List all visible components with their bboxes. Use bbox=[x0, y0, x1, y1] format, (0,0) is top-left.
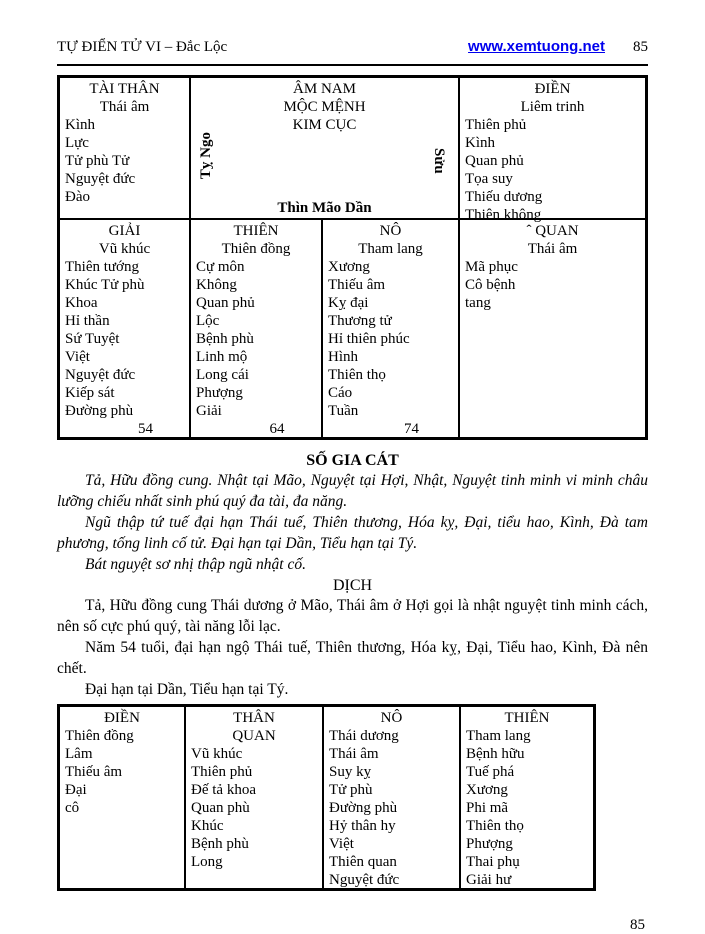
star-item: Bệnh phù bbox=[191, 836, 249, 852]
star-item: Đường phù bbox=[65, 403, 134, 419]
section-title: DỊCH bbox=[332, 577, 373, 594]
star-item: Kỵ đại bbox=[328, 295, 369, 311]
star-item: Phi mã bbox=[466, 800, 509, 816]
star-item: Tọa suy bbox=[465, 171, 513, 187]
star-item: Long cái bbox=[196, 367, 249, 383]
cell-subheader: Vũ khúc bbox=[98, 241, 151, 257]
section-dich bbox=[57, 577, 648, 700]
cell-items bbox=[65, 258, 184, 420]
age-number: 54 bbox=[138, 421, 153, 437]
star-item: Giải hư bbox=[466, 872, 512, 888]
star-item: cô bbox=[65, 800, 80, 816]
section-paragraphs bbox=[57, 595, 648, 700]
cell-headers bbox=[329, 709, 454, 727]
star-item: Lực bbox=[65, 135, 89, 151]
star-item: Kình bbox=[65, 117, 95, 133]
star-item: Thiên quan bbox=[329, 854, 397, 870]
book-title: TỰ ĐIỂN TỬ VI – Đắc Lộc bbox=[57, 39, 228, 55]
star-item: Quan phù bbox=[191, 800, 250, 816]
cell-subheader: Thái âm bbox=[99, 99, 150, 115]
star-item: Đường phù bbox=[329, 800, 398, 816]
vertical-label-right: Sửu bbox=[431, 148, 447, 174]
star-item: Tuần bbox=[328, 403, 359, 419]
star-item: Đế tả khoa bbox=[191, 782, 256, 798]
star-item: Thiên thọ bbox=[328, 367, 386, 383]
star-item: Thiên phủ bbox=[465, 117, 527, 133]
star-item: Tử phù Tử bbox=[65, 153, 130, 169]
star-item: Sứ Tuyệt bbox=[65, 331, 120, 347]
section-gia-cat bbox=[57, 452, 648, 575]
cell-items bbox=[65, 727, 179, 817]
horoscope-table-top bbox=[57, 75, 648, 440]
star-item: Nguyệt đức bbox=[329, 872, 400, 888]
star-item: Khoa bbox=[65, 295, 98, 311]
header-rule bbox=[57, 64, 648, 66]
star-item: Xương bbox=[328, 259, 370, 275]
star-item: Thai phụ bbox=[466, 854, 520, 870]
cell-items bbox=[329, 727, 454, 889]
star-item: Khúc Tử phù bbox=[65, 277, 145, 293]
paragraph: Năm 54 tuổi, đại hạn ngộ Thái tuế, Thiên thương, Hóa kỵ, Đại, Tiểu hao, Kình, Đà nên chết. bbox=[57, 639, 648, 677]
cell-tai-than bbox=[60, 78, 191, 220]
paragraph: Ngũ thập tứ tuế đại hạn Thái tuế, Thiên thương, Hóa kỵ, Đại, tiểu hao, Kình, Đà tam phương, tống linh cố tử. Đại hạn tại Dần, Tiểu hạn tại Tý. bbox=[57, 514, 648, 552]
star-item: Thiên thọ bbox=[466, 818, 524, 834]
footer-page-number: 85 bbox=[630, 917, 645, 933]
cell-no-2 bbox=[324, 707, 461, 888]
vertical-label-left: Tỵ Ngo bbox=[198, 132, 214, 180]
star-item: Việt bbox=[329, 836, 354, 852]
cell-header: THÂN bbox=[233, 710, 275, 726]
paragraph: Tả, Hữu đồng cung Thái dương ở Mão, Thái âm ở Hợi gọi là nhật nguyệt tinh minh cách, nên số cực phú quý, tài năng lỗi lạc. bbox=[57, 597, 648, 635]
star-item: Thiếu dương bbox=[465, 189, 543, 205]
cell-header: THIÊN bbox=[233, 223, 279, 239]
cell-items bbox=[466, 727, 588, 889]
cell-items bbox=[191, 745, 317, 871]
star-item: Bệnh phù bbox=[196, 331, 254, 347]
cell-items bbox=[465, 258, 640, 312]
cell-headers bbox=[466, 709, 588, 727]
section-title: SỐ GIA CÁT bbox=[306, 452, 399, 469]
star-item: Hình bbox=[328, 349, 358, 365]
cell-header: ĐIỀN bbox=[104, 710, 140, 726]
cell-header: THIÊN bbox=[504, 710, 550, 726]
star-item: Xương bbox=[466, 782, 508, 798]
cell-items bbox=[328, 258, 453, 420]
cell-items bbox=[65, 116, 184, 206]
cell-items bbox=[196, 258, 316, 420]
destiny-line: ÂM NAM bbox=[293, 81, 356, 97]
cell-quan bbox=[460, 220, 645, 437]
star-item: Lâm bbox=[65, 746, 93, 762]
star-item: Thiếu âm bbox=[328, 277, 386, 293]
star-item: Cáo bbox=[328, 385, 353, 401]
horoscope-table-bottom bbox=[57, 704, 596, 891]
header-right bbox=[468, 38, 648, 56]
star-item: Cô bệnh bbox=[465, 277, 516, 293]
cell-header: TÀI THÂN bbox=[89, 81, 160, 97]
cell-subheader: Liêm trinh bbox=[520, 99, 585, 115]
star-item: Đào bbox=[65, 189, 90, 205]
cell-thien-2 bbox=[461, 707, 593, 888]
star-item: Đại bbox=[65, 782, 87, 798]
section-paragraphs bbox=[57, 470, 648, 575]
star-item: Tử phù bbox=[329, 782, 373, 798]
destiny-line: MỘC MỆNH bbox=[283, 99, 366, 115]
star-item: Giải bbox=[196, 403, 222, 419]
cell-items bbox=[465, 116, 640, 224]
cell-dien bbox=[460, 78, 645, 223]
destiny-line: KIM CỤC bbox=[292, 117, 357, 133]
star-item: Thái âm bbox=[329, 746, 379, 762]
star-item: Nguyệt đức bbox=[65, 367, 136, 383]
cell-header: ˆ QUAN bbox=[526, 223, 579, 239]
star-item: Không bbox=[196, 277, 237, 293]
star-item: Tuế phá bbox=[466, 764, 515, 780]
cell-headers bbox=[191, 709, 317, 745]
branches-label: Thìn Mão Dần bbox=[277, 200, 372, 216]
age-number: 64 bbox=[269, 421, 285, 437]
cell-subheader: Thiên đồng bbox=[221, 241, 291, 257]
page-header bbox=[57, 38, 648, 56]
star-item: Quan phủ bbox=[465, 153, 524, 169]
star-item: Thiếu âm bbox=[65, 764, 123, 780]
star-item: Bệnh hữu bbox=[466, 746, 525, 762]
star-item: Linh mộ bbox=[196, 349, 248, 365]
star-item: Nguyệt đức bbox=[65, 171, 136, 187]
star-item: Phượng bbox=[466, 836, 513, 852]
star-item: Thiên phủ bbox=[191, 764, 253, 780]
cell-header: GIẢI bbox=[108, 223, 141, 239]
star-item: Thương tử bbox=[328, 313, 392, 329]
cell-dien-2 bbox=[60, 707, 186, 888]
cell-thien bbox=[191, 220, 323, 437]
cell-header: NÔ bbox=[380, 710, 403, 726]
star-item: Thái dương bbox=[329, 728, 399, 744]
cell-subheader: Tham lang bbox=[358, 241, 423, 257]
star-item: Hỉ thiên phúc bbox=[328, 331, 410, 347]
star-item: Suy kỵ bbox=[329, 764, 372, 780]
star-item: Khúc bbox=[191, 818, 224, 834]
cell-giai bbox=[60, 220, 191, 437]
cell-header: ĐIỀN bbox=[534, 81, 571, 97]
star-item: Hỷ thân hy bbox=[329, 818, 396, 834]
star-item: Phượng bbox=[196, 385, 243, 401]
cell-headers bbox=[65, 709, 179, 727]
star-item: Lộc bbox=[196, 313, 220, 329]
header-page-number: 85 bbox=[633, 39, 648, 55]
star-item: tang bbox=[465, 295, 491, 311]
age-number: 74 bbox=[404, 421, 419, 437]
page-content bbox=[57, 0, 648, 934]
star-item: Kình bbox=[465, 135, 495, 151]
cell-than-quan bbox=[186, 707, 324, 888]
cell-no bbox=[323, 220, 460, 437]
star-item: Mã phục bbox=[465, 259, 518, 275]
star-item: Cự môn bbox=[196, 259, 245, 275]
destiny-lines bbox=[196, 80, 453, 134]
star-item: Tham lang bbox=[466, 728, 531, 744]
paragraph: Bát nguyệt sơ nhị thập ngũ nhật cố. bbox=[85, 556, 306, 573]
star-item: Kiếp sát bbox=[65, 385, 115, 401]
star-item: Thiên tướng bbox=[65, 259, 139, 275]
cell-menh-center bbox=[191, 78, 460, 220]
star-item: Long bbox=[191, 854, 223, 870]
cell-header: NÔ bbox=[379, 223, 402, 239]
website-link[interactable]: www.xemtuong.net bbox=[468, 38, 605, 55]
paragraph: Đại hạn tại Dần, Tiểu hạn tại Tý. bbox=[85, 681, 289, 698]
paragraph: Tả, Hữu đồng cung. Nhật tại Mão, Nguyệt tại Hợi, Nhật, Nguyệt tinh minh vi minh châu lưỡng chiếu nhất sinh phú quý đa tài, đa năng. bbox=[57, 472, 648, 510]
cell-subheader: Thái âm bbox=[527, 241, 578, 257]
star-item: Quan phủ bbox=[196, 295, 255, 311]
star-item: Vũ khúc bbox=[191, 746, 243, 762]
cell-header: QUAN bbox=[232, 728, 276, 744]
star-item: Hỉ thần bbox=[65, 313, 110, 329]
star-item: Thiên không bbox=[465, 207, 542, 223]
star-item: Việt bbox=[65, 349, 90, 365]
star-item: Thiên đồng bbox=[65, 728, 134, 744]
